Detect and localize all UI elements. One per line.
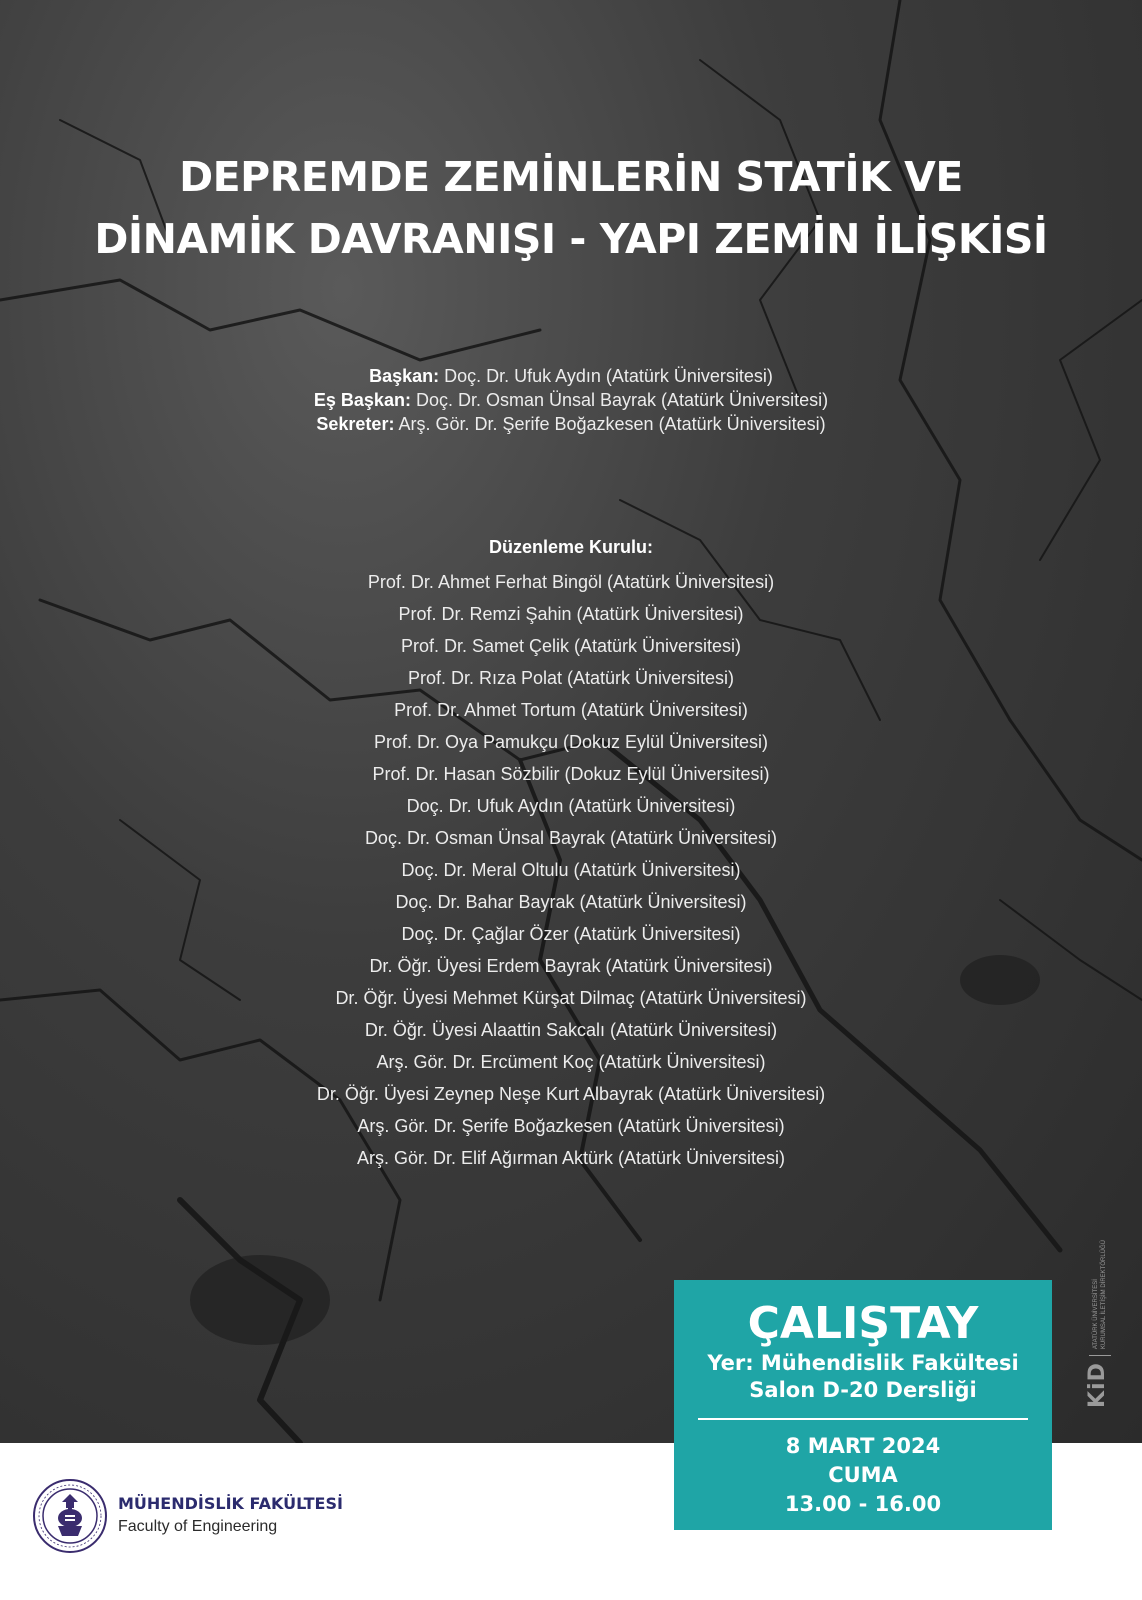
kid-logo: KiD <box>1085 1362 1110 1408</box>
committee-member: Prof. Dr. Rıza Polat (Atatürk Üniversitesi) <box>407 668 735 688</box>
kid-caption <box>1092 1240 1108 1349</box>
leadership-row <box>0 412 1142 436</box>
committee-member: Prof. Dr. Hasan Sözbilir (Dokuz Eylül Üniversitesi) <box>372 764 770 784</box>
committee-member: Arş. Gör. Dr. Şerife Boğazkesen (Atatürk Üniversitesi) <box>357 1116 785 1136</box>
event-date: 8 MART 2024 <box>785 1434 941 1458</box>
leadership-name: Doç. Dr. Ufuk Aydın (Atatürk Üniversitesi) <box>444 366 773 386</box>
committee-member: Dr. Öğr. Üyesi Zeynep Neşe Kurt Albayrak (Atatürk Üniversitesi) <box>316 1084 826 1104</box>
leadership-name: Doç. Dr. Osman Ünsal Bayrak (Atatürk Üniversitesi) <box>415 390 829 410</box>
leadership-role: Eş Başkan: <box>313 390 411 410</box>
committee-member: Arş. Gör. Dr. Elif Ağırman Aktürk (Atatürk Üniversitesi) <box>356 1148 786 1168</box>
committee-member: Doç. Dr. Osman Ünsal Bayrak (Atatürk Üniversitesi) <box>364 828 778 848</box>
kid-caption-line-1: ATATÜRK ÜNİVERSİTESİ <box>1092 1279 1099 1350</box>
event-day: CUMA <box>828 1463 898 1487</box>
organizing-committee <box>0 536 1142 1174</box>
title-line-1: DEPREMDE ZEMİNLERİN STATİK VE <box>179 153 963 201</box>
committee-member: Prof. Dr. Ahmet Ferhat Bingöl (Atatürk Üniversitesi) <box>367 572 775 592</box>
leadership-role: Başkan: <box>369 366 440 386</box>
event-location-line-2: Salon D-20 Dersliği <box>749 1378 977 1402</box>
event-location-line-1: Yer: Mühendislik Fakültesi <box>707 1351 1019 1375</box>
page-title <box>0 146 1142 270</box>
divider <box>698 1418 1028 1420</box>
event-type: ÇALIŞTAY <box>747 1298 979 1349</box>
committee-member: Prof. Dr. Remzi Şahin (Atatürk Üniversitesi) <box>398 604 744 624</box>
committee-member: Doç. Dr. Bahar Bayrak (Atatürk Üniversitesi) <box>395 892 747 912</box>
committee-member: Dr. Öğr. Üyesi Mehmet Kürşat Dilmaç (Atatürk Üniversitesi) <box>335 988 807 1008</box>
university-seal-icon <box>32 1478 108 1554</box>
kid-watermark <box>1085 1240 1111 1408</box>
committee-member: Doç. Dr. Ufuk Aydın (Atatürk Üniversitesi) <box>406 796 736 816</box>
leadership-row <box>0 388 1142 412</box>
leadership-list <box>0 364 1142 436</box>
committee-member: Dr. Öğr. Üyesi Alaattin Sakcalı (Atatürk Üniversitesi) <box>364 1020 778 1040</box>
event-info-box <box>674 1280 1052 1530</box>
leadership-row <box>0 364 1142 388</box>
committee-member: Prof. Dr. Samet Çelik (Atatürk Üniversitesi) <box>400 636 742 656</box>
committee-member: Dr. Öğr. Üyesi Erdem Bayrak (Atatürk Üniversitesi) <box>369 956 773 976</box>
committee-heading: Düzenleme Kurulu: <box>488 537 653 557</box>
kid-caption-line-2: KURUMSAL İLETİŞİM DİREKTÖRLÜĞÜ <box>1100 1240 1107 1350</box>
title-line-2: DİNAMİK DAVRANIŞI - YAPI ZEMİN İLİŞKİSİ <box>94 215 1048 263</box>
committee-member: Prof. Dr. Oya Pamukçu (Dokuz Eylül Üniversitesi) <box>373 732 769 752</box>
faculty-name-english: Faculty of Engineering <box>118 1518 278 1535</box>
committee-member: Arş. Gör. Dr. Ercüment Koç (Atatürk Üniversitesi) <box>376 1052 766 1072</box>
committee-member: Doç. Dr. Meral Oltulu (Atatürk Üniversitesi) <box>401 860 741 880</box>
event-time: 13.00 - 16.00 <box>784 1492 942 1516</box>
kid-separator <box>1089 1355 1111 1356</box>
committee-member: Doç. Dr. Çağlar Özer (Atatürk Üniversitesi) <box>401 924 741 944</box>
faculty-name: MÜHENDİSLİK FAKÜLTESİ <box>118 1494 343 1513</box>
committee-member: Prof. Dr. Ahmet Tortum (Atatürk Üniversitesi) <box>394 700 748 720</box>
leadership-name: Arş. Gör. Dr. Şerife Boğazkesen (Atatürk Üniversitesi) <box>398 414 826 434</box>
leadership-role: Sekreter: <box>316 414 395 434</box>
